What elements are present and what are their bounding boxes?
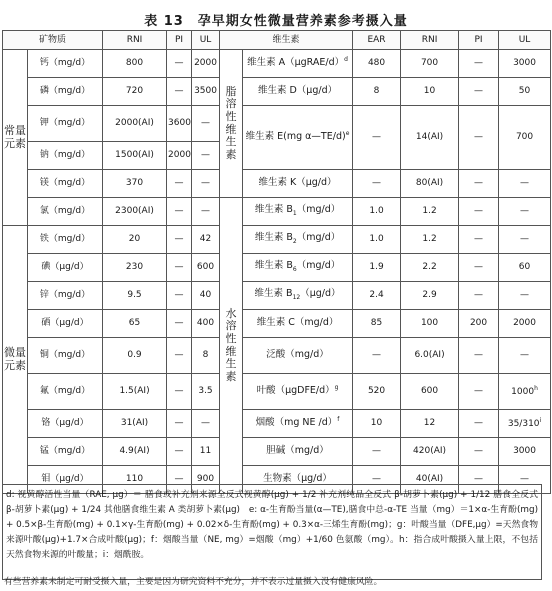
vitamin-ear: 8 [353,78,401,106]
mineral-name: 铁（mg/d） [28,226,103,254]
vitamin-rni: 2.9 [401,282,459,310]
mineral-ul: 11 [192,438,220,466]
table-row [3,282,551,310]
vitamin-rni: 10 [401,78,459,106]
vitamin-ul [499,226,551,254]
vitamin-rni: 40(AI) [401,466,459,494]
mineral-rni: 4.9(AI) [103,438,167,466]
mineral-name: 钾（mg/d） [28,106,103,142]
vitamin-label: 维生素 K（μg/d） [258,177,337,189]
mineral-rni: 65 [103,310,167,338]
vitamin-name [243,438,353,466]
vitamin-pi: — [459,338,499,374]
mineral-ul: — [192,198,220,226]
vitamin-ear: — [353,438,401,466]
vitamin-ear: 1.9 [353,254,401,282]
nutrient-table [2,30,551,494]
vitamin-pi: — [459,106,499,170]
vitamin-ear: 10 [353,410,401,438]
table-row [3,310,551,338]
table-row [3,254,551,282]
header-pi: PI [167,31,192,50]
vitamin-rni: 600 [401,374,459,410]
mineral-rni: 800 [103,50,167,78]
vitamin-ul [499,338,551,374]
table-row [3,338,551,374]
vitamin-rni: 700 [401,50,459,78]
mineral-rni: 1.5(AI) [103,374,167,410]
footnotes: d: 视黄醇活性当量（RAE, μg）＝ 膳食或补充剂来源全反式视黄醇(μg) + 1/2 补充剂纯品全反式 β-胡萝卜素(μg) + 1/12 膳食全反式 β-胡萝卜素(μg) + 1/24 其他膳食维生素 A 类胡萝卜素(μg) e: α-生育酚当量(α—TE),膳食中总-α-TE 当量（mg）＝1×α-生育酚(mg) + 0.5×β-生育酚(mg) + 0.1×γ-生育酚(mg) + 0.02×δ-生育酚(mg) + 0.3×α-三烯生育酚(mg)；g：叶酸当量（DFE,μg）=天然食物来源叶酸(μg)+1.7×合成叶酸(μg)；f：烟酸当量（NE, mg）=烟酸（mg）+1/60 色氨酸（mg）。h：指合成叶酸摄入量上限，不包括天然食物来源的叶酸量；i：烟酰胺。 [2,484,542,580]
mineral-name: 磷（mg/d） [28,78,103,106]
vitamin-ear: 480 [353,50,401,78]
vitamin-unit: （mg/d） [296,232,341,244]
vitamin-name [243,310,353,338]
vitamin-footnote-mark: e [345,130,350,138]
vitamin-label: 维生素 E(mg α—TE/d) [245,131,346,143]
header-ul: UL [192,31,220,50]
vitamin-ul-footnote-mark: i [539,416,542,424]
vitamin-label: 维生素 D（μg/d） [257,85,338,97]
mineral-rni: 370 [103,170,167,198]
mineral-name: 铬（μg/d） [28,410,103,438]
mineral-ul: — [192,106,220,142]
vitamin-unit: （mg/d） [296,204,341,216]
mineral-ul: 8 [192,338,220,374]
vitamin-label: 胆碱（mg/d） [266,445,329,457]
vitamin-ul [499,78,551,106]
mineral-rni: 31(AI) [103,410,167,438]
mineral-ul: — [192,410,220,438]
mineral-name: 铜（mg/d） [28,338,103,374]
header-ul-2: UL [499,31,551,50]
table-row [3,374,551,410]
mineral-pi: — [167,50,192,78]
vitamin-pi: — [459,78,499,106]
vitamin-ul-value: 35/310 [507,418,540,429]
mineral-ul: 900 [192,466,220,494]
mineral-rni: 720 [103,78,167,106]
vitamin-pi: — [459,198,499,226]
vitamin-ear: — [353,170,401,198]
vitamin-ul [499,198,551,226]
mineral-pi: — [167,410,192,438]
vitamin-label: 维生素 B [254,204,293,216]
vitamin-name [243,106,353,170]
vitamin-pi: — [459,50,499,78]
vitamin-ear: 2.4 [353,282,401,310]
table-title: 表 13 孕早期女性微量营养素参考摄入量 [144,14,408,29]
vitamin-subscript: 6 [292,266,297,273]
mineral-pi: — [167,282,192,310]
vitamin-name [243,198,353,226]
vitamin-rni: 14(AI) [401,106,459,170]
header-ear: EAR [353,31,401,50]
vitamin-ul-value: — [520,206,530,217]
vitamin-ul-value: — [520,350,530,361]
mineral-name: 锌（mg/d） [28,282,103,310]
mineral-group-micro: 微量元素 [3,226,28,494]
vitamin-ul [499,282,551,310]
vitamin-name [243,78,353,106]
vitamin-label: 维生素 C（mg/d） [256,317,339,329]
mineral-ul: 40 [192,282,220,310]
vitamin-subscript: 1 [292,210,297,217]
vitamin-ul-value: 1000 [511,386,535,397]
vitamin-ear: 85 [353,310,401,338]
mineral-name: 钙（mg/d） [28,50,103,78]
vitamin-name [243,282,353,310]
vitamin-label: 维生素 B [254,232,293,244]
vitamin-name [243,226,353,254]
vitamin-name [243,254,353,282]
vitamin-ul [499,254,551,282]
mineral-ul: 2000 [192,50,220,78]
vitamin-rni: 12 [401,410,459,438]
mineral-pi: — [167,198,192,226]
vitamin-ear: — [353,338,401,374]
vitamin-rni: 100 [401,310,459,338]
vitamin-label: 维生素 B [254,260,293,272]
mineral-rni: 9.5 [103,282,167,310]
vitamin-ul [499,106,551,170]
vitamin-group-fat_soluble: 脂溶性维生素 [220,50,243,198]
mineral-ul: — [192,142,220,170]
vitamin-rni: 80(AI) [401,170,459,198]
vitamin-rni: 1.2 [401,198,459,226]
vitamin-ul [499,170,551,198]
vitamin-footnote-mark: g [334,384,339,392]
mineral-pi: — [167,466,192,494]
vitamin-ul-value: 50 [518,86,531,97]
vitamin-footnote-mark: d [344,56,348,64]
mineral-pi: 2000 [167,142,192,170]
mineral-pi: — [167,374,192,410]
vitamin-ul-value: — [520,178,530,189]
vitamin-pi: — [459,254,499,282]
vitamin-label: 维生素 A（μgRAE/d） [247,57,345,69]
vitamin-ul [499,374,551,410]
header-rni: RNI [103,31,167,50]
vitamin-ear: 520 [353,374,401,410]
mineral-name: 锰（mg/d） [28,438,103,466]
vitamin-name [243,170,353,198]
vitamin-ear: 1.0 [353,198,401,226]
mineral-pi: — [167,338,192,374]
vitamin-unit: （mg/d） [296,260,341,272]
header-rni-2: RNI [401,31,459,50]
mineral-name: 氟（mg/d） [28,374,103,410]
vitamin-pi: — [459,374,499,410]
table-row [3,170,551,198]
mineral-pi: — [167,254,192,282]
vitamin-rni: 1.2 [401,226,459,254]
table-row [3,410,551,438]
mineral-rni: 230 [103,254,167,282]
mineral-rni: 110 [103,466,167,494]
mineral-name: 镁（mg/d） [28,170,103,198]
table-row [3,438,551,466]
header-pi-2: PI [459,31,499,50]
vitamin-label: 烟酸（mg NE /d） [255,417,338,429]
vitamin-label: 维生素 B [254,288,293,300]
vitamin-name [243,50,353,78]
vitamin-label: 泛酸（mg/d） [266,349,329,361]
mineral-ul: 400 [192,310,220,338]
vitamin-ul [499,50,551,78]
mineral-rni: 0.9 [103,338,167,374]
vitamin-subscript: 12 [292,294,301,301]
header-row [3,31,551,50]
mineral-name: 硒（μg/d） [28,310,103,338]
mineral-ul: 3500 [192,78,220,106]
mineral-ul: 42 [192,226,220,254]
mineral-pi: — [167,310,192,338]
mineral-name: 氯（mg/d） [28,198,103,226]
vitamin-subscript: 2 [292,238,297,245]
table-row [3,226,551,254]
vitamin-ear: — [353,466,401,494]
table-row [3,78,551,106]
vitamin-ul-footnote-mark: h [534,384,538,392]
header-vitamin: 维生素 [220,31,353,50]
vitamin-rni: 2.2 [401,254,459,282]
vitamin-group-water_soluble: 水溶性维生素 [220,198,243,494]
vitamin-ul [499,310,551,338]
vitamin-ul-value: — [520,234,530,245]
mineral-pi: — [167,78,192,106]
mineral-ul: — [192,170,220,198]
vitamin-ul-value: 2000 [513,318,536,329]
vitamin-ul-value: 3000 [513,446,536,457]
mineral-ul: 3.5 [192,374,220,410]
vitamin-ear: — [353,106,401,170]
vitamin-footnote-mark: f [337,416,340,424]
mineral-name: 钠（mg/d） [28,142,103,170]
vitamin-name [243,374,353,410]
vitamin-ul-value: 700 [515,132,534,143]
vitamin-pi: 200 [459,310,499,338]
mineral-rni: 2300(AI) [103,198,167,226]
vitamin-pi: — [459,466,499,494]
mineral-pi: — [167,438,192,466]
mineral-pi: 3600 [167,106,192,142]
mineral-ul: 600 [192,254,220,282]
mineral-name: 碘（μg/d） [28,254,103,282]
vitamin-ul-value: 3000 [513,58,536,69]
vitamin-ear: 1.0 [353,226,401,254]
mineral-rni: 1500(AI) [103,142,167,170]
vitamin-name [243,410,353,438]
table-row [3,198,551,226]
vitamin-pi: — [459,226,499,254]
vitamin-name [243,338,353,374]
table-row [3,50,551,78]
vitamin-pi: — [459,282,499,310]
vitamin-ul-value: 60 [518,262,531,273]
vitamin-unit: （μg/d） [300,288,341,300]
vitamin-label: 叶酸（μgDFE/d） [256,385,335,397]
vitamin-rni: 420(AI) [401,438,459,466]
header-mineral: 矿物质 [3,31,103,50]
mineral-group-macro: 常量元素 [3,50,28,226]
mineral-rni: 2000(AI) [103,106,167,142]
vitamin-pi: — [459,410,499,438]
vitamin-ul-value: — [520,474,530,485]
vitamin-pi: — [459,438,499,466]
footer-note: 有些营养素未制定可耐受摄入量，主要是因为研究资料不充分，并不表示过量摄入没有健康风险。 [4,577,383,587]
vitamin-pi: — [459,170,499,198]
mineral-rni: 20 [103,226,167,254]
table-row [3,106,551,142]
vitamin-ul-value: — [520,290,530,301]
mineral-pi: — [167,226,192,254]
mineral-name: 钼（μg/d） [28,466,103,494]
vitamin-ul [499,438,551,466]
mineral-pi: — [167,170,192,198]
vitamin-rni: 6.0(AI) [401,338,459,374]
vitamin-label: 生物素（μg/d） [263,473,332,485]
table-body [3,50,551,494]
vitamin-ul [499,410,551,438]
